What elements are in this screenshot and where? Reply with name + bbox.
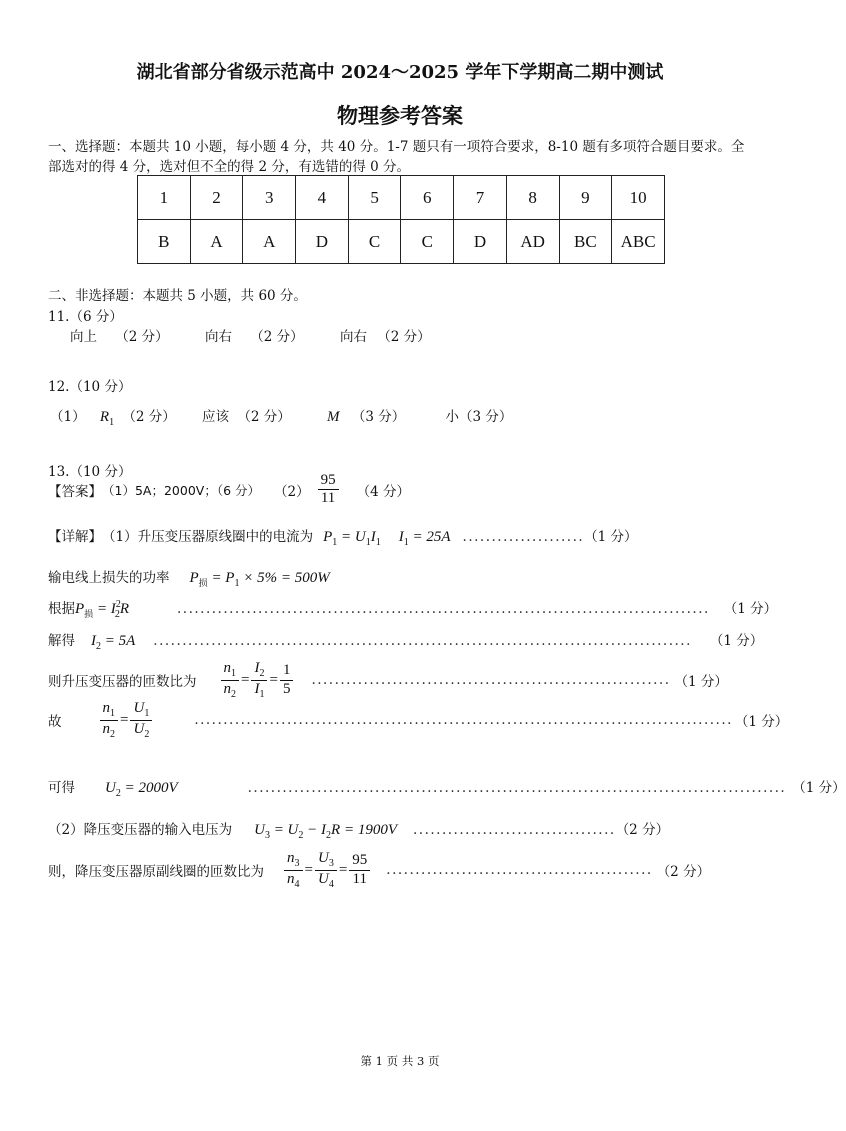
table-cell: ABC — [612, 220, 665, 264]
equation-loss: $P_损 = P_1 \times 5\% = 500W$ — [189, 570, 330, 589]
q13-answer-text: （1）5A；2000V；（6 分） — [102, 482, 260, 498]
detail-line-kede — [48, 776, 846, 799]
q12-resistor: $R_1$ — [99, 409, 115, 428]
equation-i2: $I_2 = 5A$ — [91, 633, 136, 652]
table-cell: BC — [559, 220, 612, 264]
answer-table-numbers-row — [138, 176, 665, 220]
q12-heading: 12.（10 分） — [48, 379, 132, 395]
q11-answer-3: 向右 — [339, 329, 367, 345]
table-cell: AD — [506, 220, 559, 264]
q12-answer-2: 应该 — [202, 409, 230, 425]
q13-answer-score: （4 分） — [356, 483, 410, 500]
equation-u3: $U_3 = U_2 - I_2R = 1900V$ — [254, 822, 397, 841]
part1-intro-line1: 一、选择题：本题共 10 小题，每小题 4 分，共 40 分。1-7 题只有一项符合要求，8-10 题有多项符合题目要求。全 — [48, 139, 745, 155]
table-cell: C — [348, 220, 401, 264]
score: （1 分） — [674, 674, 728, 690]
table-cell: 9 — [559, 176, 612, 220]
table-cell: C — [401, 220, 454, 264]
loss-text: 输电线上损失的功率 — [48, 570, 170, 586]
part1-intro-line2: 部选对的得 4 分，选对但不全的得 2 分，有选错的得 0 分。 — [48, 159, 411, 175]
q12-answers — [50, 405, 512, 428]
fraction-n1-n2: $\frac{n_1}{n_2}$ — [100, 700, 119, 740]
table-cell: 7 — [454, 176, 507, 220]
q12-answer-3: M — [327, 409, 340, 425]
table-cell: 4 — [296, 176, 349, 220]
q13-answer-fraction: $\frac{95}{11}$ — [318, 472, 339, 508]
fraction-u3-u4: $\frac{U_3}{U_4}$ — [315, 850, 337, 890]
equation-u2: $U_2 = 2000V$ — [105, 780, 178, 799]
q13-answer — [48, 472, 410, 508]
table-cell: A — [243, 220, 296, 264]
answer-table — [137, 175, 665, 264]
dotted-leader: .............................................................. — [311, 672, 671, 688]
equation-i1: $I_1 = 25A$ — [398, 529, 451, 548]
detail-line-final: 则，降压变压器原副线圈的匝数比为 $\frac{n_3}{n_4}$ = $\frac{U_3}{U_4}$ = $\frac{95}{11}$ .............................................. （2 分） — [48, 850, 711, 890]
detail-line-u3 — [48, 818, 669, 841]
q11-answer-2: 向右 — [204, 329, 232, 345]
score: （1 分） — [723, 601, 778, 617]
q12-answer-4: 小（3 分） — [445, 409, 513, 425]
table-cell: D — [296, 220, 349, 264]
dotted-leader: ............................................................................................. — [194, 712, 733, 728]
table-cell: A — [190, 220, 243, 264]
detail-line-1 — [48, 525, 638, 548]
fraction-u1-u2: $\frac{U_1}{U_2}$ — [130, 700, 152, 740]
q12-score-1: （2 分） — [122, 409, 176, 425]
q12-score-3: （3 分） — [351, 409, 406, 425]
dotted-leader: ............................................................................................ — [176, 601, 710, 617]
q13-answer-part2: （2） — [274, 483, 310, 500]
equation-p1: $P_1 = U_1I_1$ — [323, 529, 381, 548]
dotted-leader: ............................................................................................. — [153, 633, 692, 649]
fraction-n1-n2: $\frac{n_1}{n_2}$ — [221, 660, 240, 700]
table-cell: 5 — [348, 176, 401, 220]
dotted-leader: ............................................................................................. — [247, 780, 787, 796]
table-cell: 10 — [612, 176, 665, 220]
dotted-leader: .............................................. — [386, 862, 653, 878]
table-cell: 3 — [243, 176, 296, 220]
table-cell: 2 — [190, 176, 243, 220]
dotted-leader: ..................... — [462, 529, 585, 545]
gu-text: 故 — [48, 714, 62, 730]
q11-heading: 11.（6 分） — [48, 309, 123, 325]
table-cell: 6 — [401, 176, 454, 220]
detail-line-loss — [48, 566, 330, 589]
q12-label: （1） — [50, 409, 86, 425]
detail-line-solve — [48, 629, 763, 652]
page-footer: 第 1 页 共 3 页 — [360, 1054, 440, 1068]
score: （1 分） — [734, 714, 789, 730]
detail-text: （1）升压变压器原线圈中的电流为 — [102, 529, 314, 545]
score: （2 分） — [615, 822, 670, 838]
detail-line-gu: 故 $\frac{n_1}{n_2}$ = $\frac{U_1}{U_2}$ ............................................................................................. （1 分） — [48, 700, 789, 740]
solve-text: 解得 — [48, 633, 75, 649]
score: （1 分） — [584, 529, 638, 545]
answer-table-answers-row — [138, 220, 665, 264]
q11-answers — [70, 325, 431, 345]
score: （1 分） — [709, 633, 764, 649]
q11-score-1: （2 分） — [115, 329, 169, 345]
detail-tag: 【详解】 — [48, 529, 102, 545]
page-subtitle: 物理参考答案 — [337, 103, 463, 128]
fraction-i2-i1: $\frac{I_2}{I_1}$ — [251, 660, 267, 700]
table-cell: B — [138, 220, 191, 264]
q11-score-2: （2 分） — [250, 329, 304, 345]
table-cell: D — [454, 220, 507, 264]
part2-heading: 二、非选择题：本题共 5 小题，共 60 分。 — [48, 288, 307, 304]
final-text: 则，降压变压器原副线圈的匝数比为 — [48, 864, 264, 880]
q13-heading: 13.（10 分） — [48, 464, 132, 480]
fraction-n3-n4: $\frac{n_3}{n_4}$ — [284, 850, 303, 890]
fraction-one-fifth: $\frac{1}{5}$ — [280, 662, 294, 698]
detail-line-basis — [48, 597, 777, 620]
score: （2 分） — [656, 864, 711, 880]
q12-score-2: （2 分） — [237, 409, 291, 425]
detail-line-ratio: 则升压变压器的匝数比为 $\frac{n_1}{n_2}$ = $\frac{I_2}{I_1}$ = $\frac{1}{5}$ .............................................................. （1 分） — [48, 660, 728, 700]
equation-basis: $P_损 = I^2_2R$ — [75, 599, 129, 620]
q11-score-3: （2 分） — [377, 329, 431, 345]
q11-answer-1: 向上 — [70, 329, 97, 345]
table-cell: 1 — [138, 176, 191, 220]
kede-text: 可得 — [48, 780, 75, 796]
score: （1 分） — [792, 780, 846, 796]
ratio-text: 则升压变压器的匝数比为 — [48, 674, 197, 690]
page-title: 湖北省部分省级示范高中 2024～2025 学年下学期高二期中测试 — [136, 62, 664, 83]
fraction-95-11: $\frac{95}{11}$ — [349, 852, 370, 888]
u3-text: （2）降压变压器的输入电压为 — [48, 822, 233, 838]
table-cell: 8 — [506, 176, 559, 220]
q13-answer-tag: 【答案】 — [48, 483, 102, 500]
basis-text: 根据 — [48, 601, 75, 617]
dotted-leader: ................................... — [412, 822, 616, 838]
